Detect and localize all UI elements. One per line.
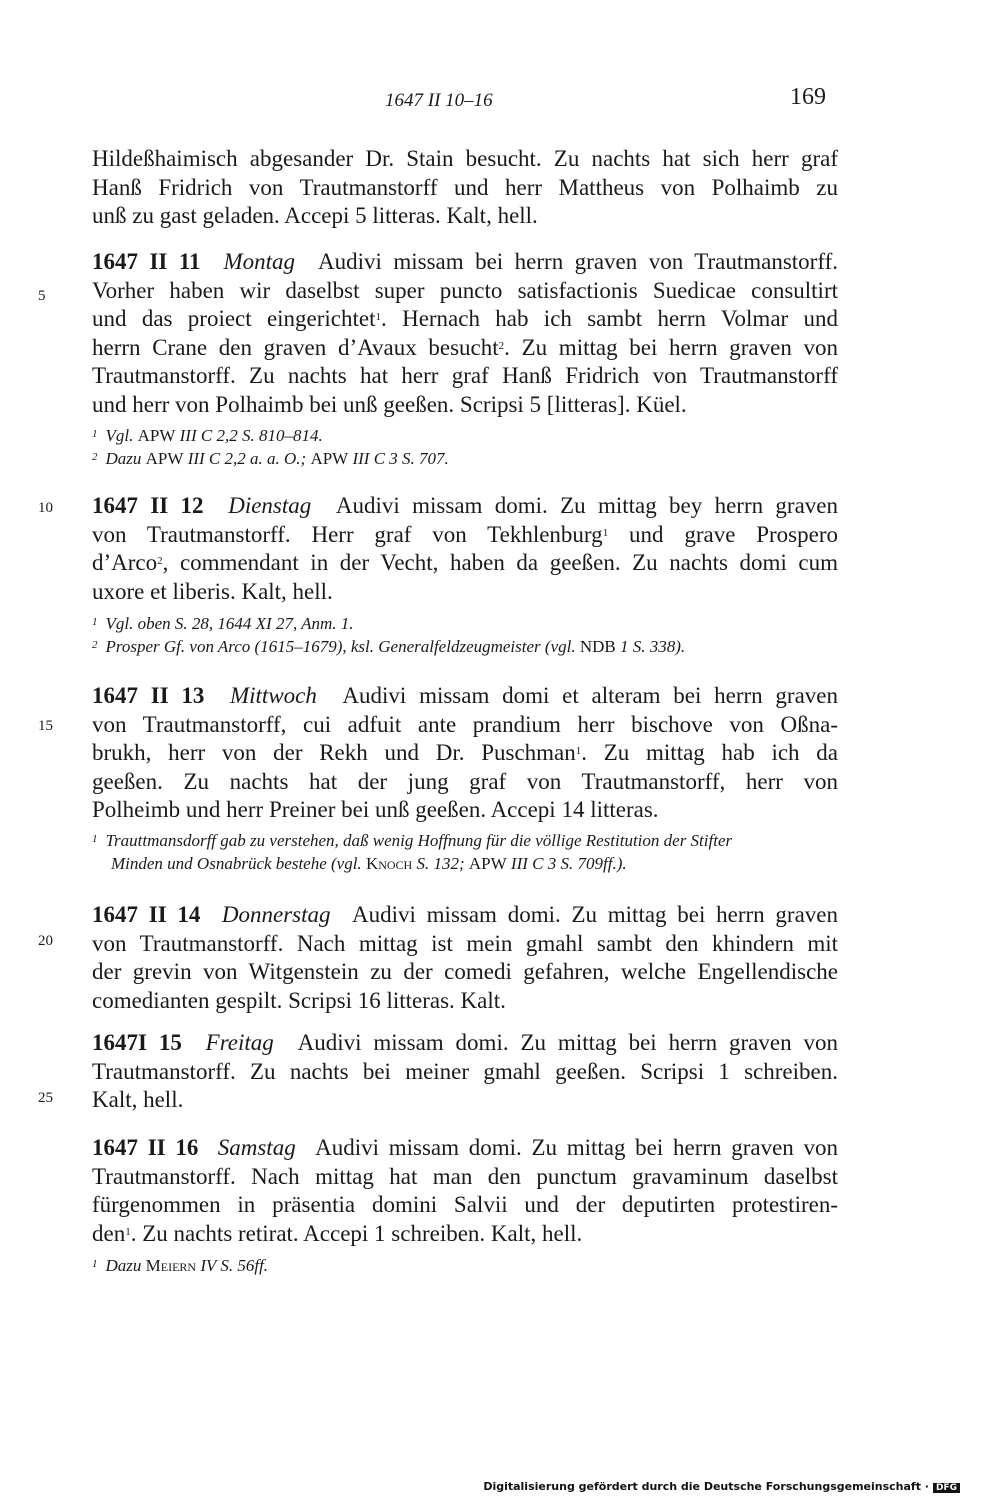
text-segment: , commendant in der Vecht, haben da geeßen. Zu nachts domi cum [162, 550, 838, 576]
continuation-paragraph [92, 145, 838, 231]
text-segment: Audivi missam domi. Zu mittag bei herrn graven [352, 902, 838, 927]
text-line [92, 521, 838, 550]
entry-weekday: Montag [223, 249, 296, 274]
dfg-logo: DFG [933, 1483, 960, 1493]
text-segment: . Zu mittag hab ich da [581, 740, 838, 766]
text-line: fürgenommen in präsentia domini Salvii und der deputirten protestiren- [92, 1192, 838, 1218]
line-number: 25 [38, 1090, 53, 1106]
entry-date: 1647 II 13 [92, 683, 205, 708]
text-segment: Audivi missam domi. Zu mittag bei herrn graven von [315, 1135, 839, 1160]
page-number: 169 [790, 84, 826, 110]
text-line [92, 1134, 838, 1163]
text-line [92, 334, 838, 363]
footnote: $^2$ Prosper Gf. von Arco (1615–1679), ksl. Generalfeldzeugmeister (vgl. NDB 1 S. 338). [92, 636, 686, 656]
entry-1647-ii-15 [92, 1029, 838, 1115]
line-number: 5 [38, 288, 46, 304]
text-segment: d’Arco [92, 550, 158, 576]
footnotes-1647-ii-16 [92, 1255, 852, 1278]
text-line: Polheimb und herr Preiner bei unß geeßen. Accepi 14 litteras. [92, 797, 659, 823]
text-line: Hildeßhaimisch abgesander Dr. Stain besucht. Zu nachts hat sich herr graf [92, 146, 838, 171]
text-line: Kalt, hell. [92, 1087, 184, 1113]
text-line: geeßen. Zu nachts hat der jung graf von Trautmanstorff, herr von [92, 768, 838, 794]
text-segment: und grave Prospero [608, 521, 838, 547]
footnote: $^1$ Trauttmansdorff gab zu verstehen, daß wenig Hoffnung für die völlige Restitution der Stifter [92, 831, 733, 850]
text-line: Hanß Fridrich von Trautmanstorff und herr Mattheus von Polhaimb zu [92, 174, 838, 200]
footnote: $^1$ Dazu Meiern IV S. 56ff. [92, 1256, 269, 1275]
footnote: Minden und Osnabrück bestehe (vgl. Knoch S. 132; APW III C 3 S. 709ff.). [111, 853, 627, 873]
text-line: und herr von Polhaimb bei unß geeßen. Scripsi 5 [litteras]. Küel. [92, 391, 687, 417]
text-line [92, 901, 838, 930]
text-segment: Audivi missam domi et alteram bei herrn graven [342, 683, 839, 708]
footnote-ref: 1 [375, 311, 382, 324]
text-line: Trautmanstorff. Zu nachts hat herr graf Hanß Fridrich von Trautmanstorff [92, 363, 838, 389]
text-line: Vorher haben wir daselbst super puncto satisfactionis Suedicae consultirt [92, 277, 838, 303]
digitization-footer [483, 1480, 960, 1493]
text-segment: von Trautmanstorff. Herr graf von Tekhlenburg [92, 521, 603, 547]
text-line [92, 682, 838, 711]
footnotes-1647-ii-11 [92, 425, 852, 470]
line-number: 15 [38, 718, 53, 734]
entry-date: 1647 II 14 [92, 902, 201, 927]
footnote-ref: 2 [157, 555, 163, 568]
text-line [92, 739, 838, 768]
footnote-ref: 1 [602, 526, 609, 539]
text-line: uxore et liberis. Kalt, hell. [92, 578, 333, 604]
text-line [92, 248, 838, 277]
footnote-ref: 1 [125, 1225, 131, 1238]
entry-1647-ii-12 [92, 492, 838, 606]
text-segment: Audivi missam bei herrn graven von Trautmanstorff. [318, 249, 838, 274]
text-segment: den [92, 1220, 126, 1246]
footnote-ref: 1 [575, 745, 582, 758]
text-line: der grevin von Witgenstein zu der comedi gefahren, welche Engellendische [92, 959, 838, 985]
entry-1647-ii-13 [92, 682, 838, 825]
text-line [92, 1220, 838, 1249]
text-line [92, 549, 838, 578]
entry-date: 1647 II 11 [92, 249, 201, 274]
entry-weekday: Freitag [205, 1030, 274, 1055]
text-line [92, 492, 838, 521]
text-line [92, 305, 838, 334]
entry-weekday: Mittwoch [229, 683, 317, 708]
footer-text: Digitalisierung gefördert durch die Deutsche Forschungsgemeinschaft · [483, 1480, 929, 1493]
footnotes-1647-ii-13 [92, 830, 852, 875]
entry-date: 1647 II 16 [92, 1135, 199, 1160]
footnote-ref: 2 [498, 339, 505, 352]
footnote: $^1$ Vgl. APW III C 2,2 S. 810–814. [92, 426, 323, 445]
line-number: 10 [38, 500, 53, 516]
entry-weekday: Donnerstag [221, 902, 331, 927]
text-segment: brukh, herr von der Rekh und Dr. Puschman [92, 740, 576, 766]
footnote: $^1$ Vgl. oben S. 28, 1644 XI 27, Anm. 1. [92, 614, 354, 633]
text-line: Trautmanstorff. Zu nachts bei meiner gmahl geeßen. Scripsi 1 schreiben. [92, 1058, 838, 1084]
text-segment: herrn Crane den graven d’Avaux besucht [92, 334, 499, 360]
footnotes-1647-ii-12 [92, 613, 852, 658]
text-line: von Trautmanstorff. Nach mittag ist mein gmahl sambt den khindern mit [92, 930, 838, 956]
text-line: comedianten gespilt. Scripsi 16 litteras. Kalt. [92, 987, 506, 1013]
text-segment: Audivi missam domi. Zu mittag bey herrn graven [335, 493, 839, 518]
entry-date: 1647 II 12 [92, 493, 204, 518]
entry-1647-ii-11 [92, 248, 838, 420]
line-number: 20 [38, 933, 53, 949]
text-segment: . Zu nachts retirat. Accepi 1 schreiben. Kalt, hell. [130, 1220, 583, 1246]
text-segment: . Hernach hab ich sambt herrn Volmar und [381, 306, 838, 332]
footnote: $^2$ Dazu APW III C 2,2 a. a. O.; APW III C 3 S. 707. [92, 448, 449, 468]
entry-weekday: Dienstag [228, 493, 312, 518]
entry-1647-ii-16 [92, 1134, 838, 1248]
entry-date: 1647I 15 [92, 1030, 182, 1055]
text-line: unß zu gast geladen. Accepi 5 litteras. Kalt, hell. [92, 203, 538, 229]
running-head: 1647 II 10–16 [385, 90, 493, 111]
entry-weekday: Samstag [217, 1135, 296, 1160]
text-segment: und das proiect eingerichtet [92, 306, 376, 332]
text-line [92, 1029, 838, 1058]
entry-1647-ii-14 [92, 901, 838, 1015]
text-line: von Trautmanstorff, cui adfuit ante prandium herr bischove von Oßna- [92, 711, 838, 737]
text-line: Trautmanstorff. Nach mittag hat man den punctum gravaminum daselbst [92, 1163, 838, 1189]
text-segment: . Zu mittag bei herrn graven von [504, 334, 838, 360]
text-segment: Audivi missam domi. Zu mittag bei herrn graven von [297, 1030, 838, 1055]
